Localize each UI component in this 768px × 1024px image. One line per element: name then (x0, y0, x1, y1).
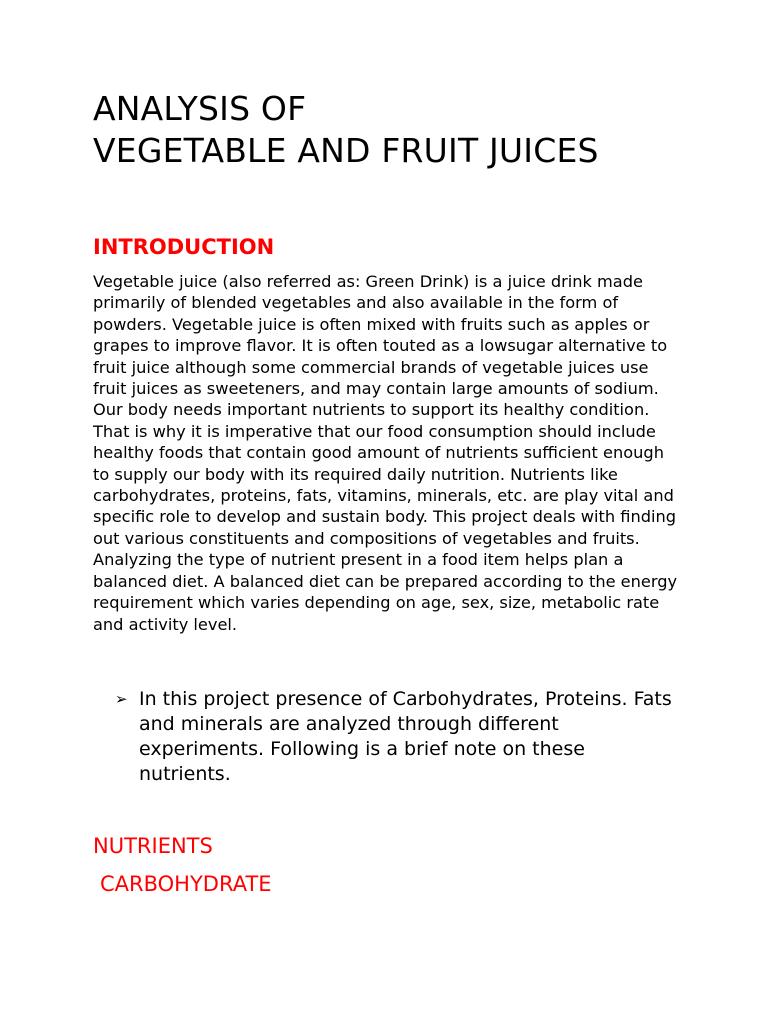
title-line-2: VEGETABLE AND FRUIT JUICES (93, 131, 599, 170)
bullet-text: In this project presence of Carbohydrates, Proteins. Fats and minerals are analyzed through different experiments. Following is a brief note on these nutrients. (139, 688, 672, 785)
nutrients-heading: NUTRIENTS (93, 834, 213, 858)
document-title (93, 88, 599, 172)
carbohydrate-heading: CARBOHYDRATE (100, 872, 272, 896)
introduction-heading: INTRODUCTION (93, 235, 275, 259)
title-line-1: ANALYSIS OF (93, 89, 307, 128)
introduction-paragraph: Vegetable juice (also referred as: Green Drink) is a juice drink made primarily of blended vegetables and also available in the form of powders. Vegetable juice is often mixed with fruits such as apples or grapes to improve flavor. It is often touted as a lowsugar alternative to fruit juice although some commercial brands of vegetable juices use fruit juices as sweeteners, and may contain large amounts of sodium. Our body needs important nutrients to support its healthy condition. That is why it is imperative that our food consumption should include healthy foods that contain good amount of nutrients sufficient enough to supply our body with its required daily nutrition. Nutrients like carbohydrates, proteins, fats, vitamins, minerals, etc. are play vital and specific role to develop and sustain body. This project deals with finding out various constituents and compositions of vegetables and fruits. Analyzing the type of nutrient present in a food item helps plan a balanced diet. A balanced diet can be prepared according to the energy requirement which varies depending on age, sex, size, metabolic rate and activity level. (93, 272, 678, 634)
bullet-item (115, 687, 675, 787)
arrow-bullet-icon: ➢ (115, 690, 128, 708)
